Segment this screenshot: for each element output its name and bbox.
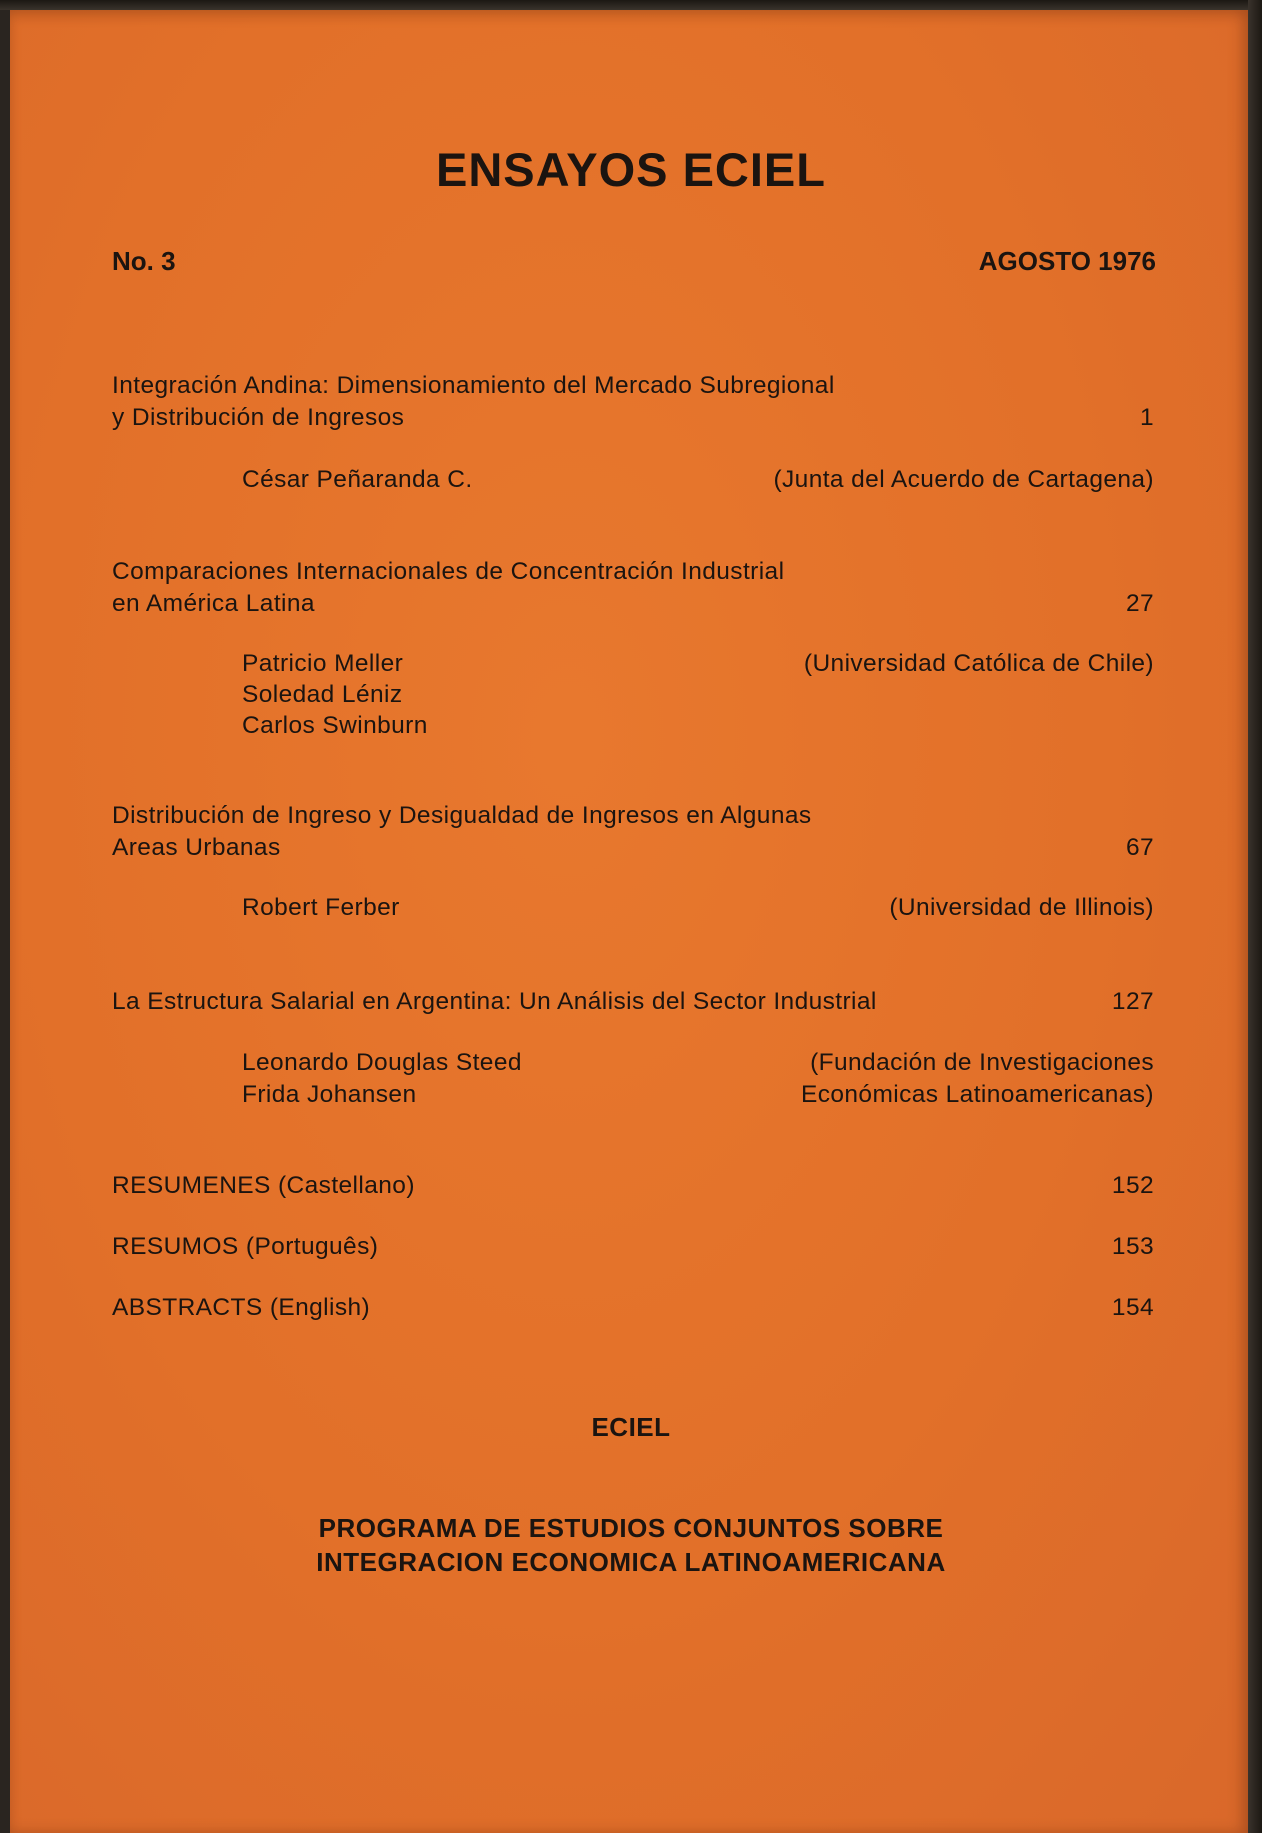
article-4-title-line-1: La Estructura Salarial en Argentina: Un Análisis del Sector Industrial (112, 988, 877, 1015)
article-4-author-1: Leonardo Douglas Steed (242, 1049, 522, 1076)
article-4-page: 127 (1111, 988, 1154, 1015)
article-1-author-1: César Peñaranda C. (242, 466, 473, 493)
article-2-title-line-2: en América Latina (112, 590, 315, 617)
summary-castellano-label: RESUMENES (Castellano) (112, 1172, 415, 1199)
article-1-affiliation: (Junta del Acuerdo de Cartagena) (773, 466, 1154, 493)
journal-title: ENSAYOS ECIEL (436, 143, 826, 196)
article-2-affiliation: (Universidad Católica de Chile) (803, 650, 1154, 677)
summary-english-page: 154 (1111, 1294, 1154, 1321)
issue-number: No. 3 (112, 246, 176, 276)
article-4-author-2: Frida Johansen (242, 1081, 417, 1108)
article-1-title-line-2: y Distribución de Ingresos (112, 404, 405, 431)
summary-portugues-label: RESUMOS (Português) (112, 1233, 379, 1260)
article-1-page: 1 (1139, 404, 1154, 431)
article-2-author-3: Carlos Swinburn (242, 712, 428, 739)
article-3-affiliation: (Universidad de Illinois) (889, 894, 1154, 921)
article-2-author-2: Soledad Léniz (242, 681, 403, 708)
article-2-page: 27 (1125, 590, 1154, 617)
program-line-2: INTEGRACION ECONOMICA LATINOAMERICANA (316, 1547, 946, 1577)
article-3-page: 67 (1125, 834, 1154, 861)
program-line-1: PROGRAMA DE ESTUDIOS CONJUNTOS SOBRE (318, 1513, 944, 1543)
article-2-title-line-1: Comparaciones Internacionales de Concentración Industrial (112, 558, 785, 585)
summary-portugues-page: 153 (1111, 1233, 1154, 1260)
book-top-edge (0, 0, 1262, 10)
article-1-title-line-1: Integración Andina: Dimensionamiento del Mercado Subregional (112, 372, 835, 399)
publisher-name: ECIEL (591, 1412, 671, 1442)
article-2-author-1: Patricio Meller (242, 650, 404, 677)
article-3-title-line-1: Distribución de Ingreso y Desigualdad de Ingresos en Algunas (112, 802, 812, 829)
article-3-title-line-2: Areas Urbanas (112, 834, 281, 861)
article-4-affiliation-line-1: (Fundación de Investigaciones (810, 1049, 1154, 1076)
article-4-affiliation-line-2: Económicas Latinoamericanas) (800, 1081, 1154, 1108)
article-3-author-1: Robert Ferber (242, 894, 400, 921)
issue-date: AGOSTO 1976 (978, 246, 1156, 276)
summary-castellano-page: 152 (1111, 1172, 1154, 1199)
summary-english-label: ABSTRACTS (English) (112, 1294, 371, 1321)
